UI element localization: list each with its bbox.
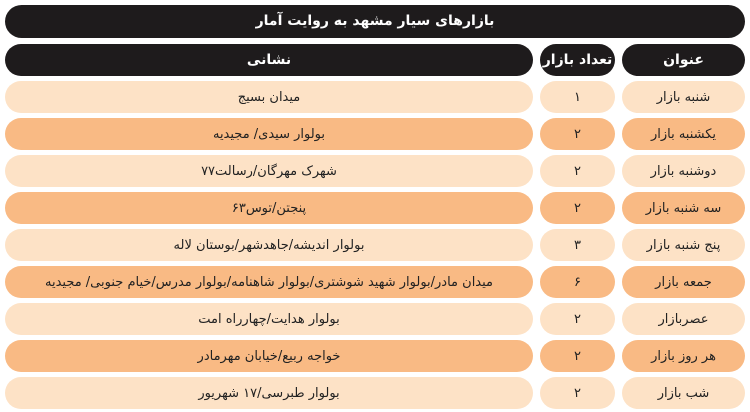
market-count: ۲ [540, 340, 615, 372]
market-title: دوشنبه بازار [622, 155, 745, 187]
markets-table [5, 5, 745, 409]
market-count: ۲ [540, 155, 615, 187]
market-title: پنج شنبه بازار [622, 229, 745, 261]
market-count: ۲ [540, 377, 615, 409]
table-row [5, 340, 745, 372]
table-row [5, 229, 745, 261]
market-address: میدان مادر/بولوار شهید شوشتری/بولوار شاهنامه/بولوار مدرس/خیام جنوبی/ مجیدیه [5, 266, 533, 298]
table-title: بازارهای سیار مشهد به روایت آمار [5, 5, 745, 38]
table-row [5, 266, 745, 298]
market-title: جمعه بازار [622, 266, 745, 298]
market-count: ۲ [540, 192, 615, 224]
market-title: عصربازار [622, 303, 745, 335]
table-row [5, 81, 745, 113]
table-row [5, 192, 745, 224]
market-title: هر روز بازار [622, 340, 745, 372]
market-address: بولوار اندیشه/جاهدشهر/بوستان لاله [5, 229, 533, 261]
market-title: شنبه بازار [622, 81, 745, 113]
market-address: پنجتن/توس۶۳ [5, 192, 533, 224]
market-count: ۶ [540, 266, 615, 298]
market-title: شب بازار [622, 377, 745, 409]
table-row [5, 303, 745, 335]
market-address: بولوار طبرسی/۱۷ شهریور [5, 377, 533, 409]
market-count: ۲ [540, 303, 615, 335]
market-address: شهرک مهرگان/رسالت۷۷ [5, 155, 533, 187]
market-count: ۳ [540, 229, 615, 261]
market-title: سه شنبه بازار [622, 192, 745, 224]
market-address: بولوار هدایت/چهارراه امت [5, 303, 533, 335]
market-count: ۲ [540, 118, 615, 150]
market-title: یکشنبه بازار [622, 118, 745, 150]
header-row [5, 44, 745, 76]
header-address: نشانی [5, 44, 533, 76]
table-row [5, 155, 745, 187]
table-row [5, 118, 745, 150]
market-address: میدان بسیج [5, 81, 533, 113]
market-address: بولوار سیدی/ مجیدیه [5, 118, 533, 150]
header-title: عنوان [622, 44, 745, 76]
header-count: تعداد بازار [540, 44, 615, 76]
market-count: ۱ [540, 81, 615, 113]
market-address: خواجه ربیع/خیابان مهرمادر [5, 340, 533, 372]
table-row [5, 377, 745, 409]
